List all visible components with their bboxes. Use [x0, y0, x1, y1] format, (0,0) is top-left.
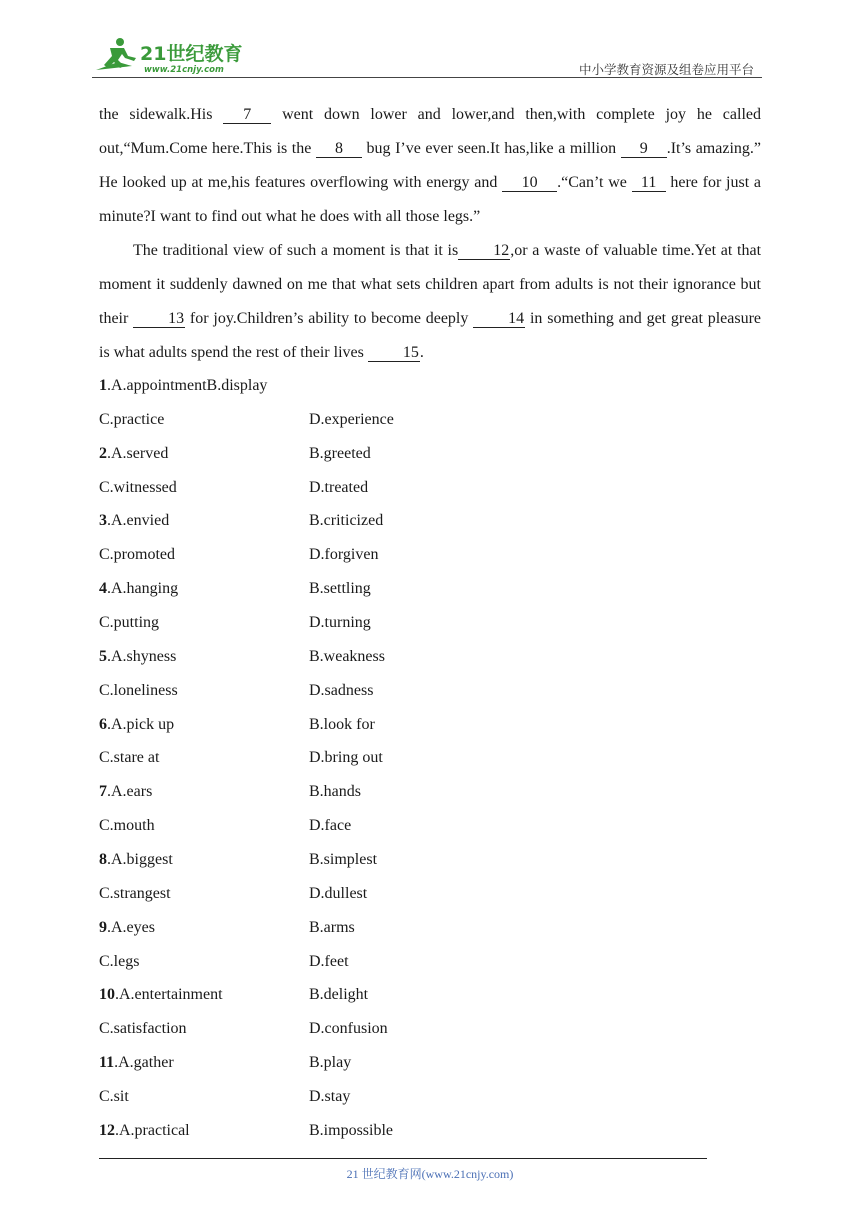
passage-text: here for just a minute?I want to find out what he does with all those legs.” — [99, 174, 762, 225]
option-right: B.impossible — [309, 1121, 394, 1139]
option-right: D.face — [309, 817, 352, 835]
blank-15: 15 — [368, 344, 420, 362]
option-text: C.witnessed — [99, 478, 177, 496]
option-right: D.dullest — [309, 884, 368, 902]
option-text: C.putting — [99, 614, 160, 632]
option-row — [99, 674, 699, 708]
option-text: .A.ears — [107, 783, 153, 801]
option-text: .A.envied — [107, 512, 170, 530]
option-left — [99, 877, 171, 911]
option-row — [99, 843, 699, 877]
option-right: B.weakness — [309, 647, 385, 665]
passage-text: . — [419, 344, 424, 361]
passage-text: for joy.Children’s ability to become deeply — [185, 310, 474, 327]
option-row — [99, 1080, 699, 1114]
option-left — [99, 674, 178, 708]
question-number: 5 — [99, 647, 107, 665]
option-text: C.satisfaction — [99, 1020, 187, 1038]
option-text: C.sit — [99, 1088, 129, 1106]
blank-13: 13 — [133, 310, 185, 328]
option-left — [99, 708, 174, 742]
option-row — [99, 978, 699, 1012]
passage-text: ,or a waste of valuable time.Yet at that moment it suddenly dawned on me that what sets children apart from adults is not their ignorance but their — [99, 242, 762, 327]
option-text: .A.practical — [115, 1121, 190, 1139]
option-text: .A.entertainment — [115, 986, 223, 1004]
question-number: 7 — [99, 783, 107, 801]
option-left — [99, 1012, 187, 1046]
question-number: 9 — [99, 918, 107, 936]
option-row — [99, 538, 699, 572]
option-left — [99, 437, 168, 471]
option-right: B.delight — [309, 986, 369, 1004]
question-number: 6 — [99, 715, 107, 733]
option-row — [99, 1114, 699, 1148]
option-row — [99, 775, 699, 809]
page-header — [0, 0, 860, 80]
option-text: C.legs — [99, 952, 140, 970]
blank-8: 8 — [316, 140, 362, 158]
blank-10: 10 — [502, 174, 557, 192]
passage-text: went down lower and lower,and then,with complete joy he called out,“Mum.Come here.This is the — [99, 106, 761, 157]
option-right: D.experience — [309, 410, 394, 428]
option-row — [99, 741, 699, 775]
option-row — [99, 708, 699, 742]
option-left — [99, 471, 177, 505]
option-left — [99, 741, 159, 775]
blank-12: 12 — [458, 242, 510, 260]
option-right: D.sadness — [309, 681, 374, 699]
option-left — [99, 809, 155, 843]
option-left — [99, 369, 267, 403]
option-row — [99, 1046, 699, 1080]
footer-text: 21 世纪教育网(www.21cnjy.com) — [346, 1167, 514, 1181]
passage-text: The traditional view of such a moment is that it is — [133, 242, 459, 259]
option-row — [99, 606, 699, 640]
option-text: C.promoted — [99, 546, 175, 564]
option-right: B.hands — [309, 783, 361, 801]
option-row — [99, 1012, 699, 1046]
option-left — [99, 978, 223, 1012]
option-text: C.mouth — [99, 817, 155, 835]
option-row — [99, 437, 699, 471]
option-row — [99, 877, 699, 911]
passage-text: .“Can’t we — [557, 174, 632, 191]
option-right: B.settling — [309, 580, 371, 598]
blank-11: 11 — [632, 174, 666, 192]
option-row — [99, 572, 699, 606]
option-row — [99, 945, 699, 979]
option-right: D.stay — [309, 1088, 351, 1106]
option-text: C.loneliness — [99, 681, 178, 699]
blank-14: 14 — [473, 310, 525, 328]
passage-text: in something and get great pleasure is what adults spend the rest of their lives — [99, 310, 761, 361]
logo-text: 21世纪教育 — [140, 43, 243, 65]
logo-url: www.21cnjy.com — [144, 65, 224, 75]
option-left — [99, 843, 173, 877]
footer-divider — [99, 1158, 707, 1159]
option-text: C.stare at — [99, 749, 160, 767]
option-text: .A.hanging — [107, 580, 179, 598]
site-logo — [92, 36, 262, 78]
header-platform-text: 中小学教育资源及组卷应用平台 — [578, 62, 754, 77]
option-right: D.feet — [309, 952, 349, 970]
question-number: 4 — [99, 580, 107, 598]
question-number: 10 — [99, 986, 115, 1004]
option-text: C.practice — [99, 410, 165, 428]
option-right: D.turning — [309, 614, 371, 632]
option-row — [99, 471, 699, 505]
option-text: .A.served — [107, 444, 169, 462]
question-number: 12 — [99, 1121, 115, 1139]
answer-options — [99, 369, 699, 1148]
option-row — [99, 504, 699, 538]
option-right: B.play — [309, 1054, 352, 1072]
option-right: D.treated — [309, 478, 369, 496]
passage-paragraph-2 — [99, 234, 761, 370]
option-left — [99, 1046, 174, 1080]
option-left — [99, 1080, 129, 1114]
option-text: C.strangest — [99, 884, 171, 902]
question-number: 2 — [99, 444, 107, 462]
option-left — [99, 640, 176, 674]
option-right: D.bring out — [309, 749, 383, 767]
option-row — [99, 809, 699, 843]
option-right: B.criticized — [309, 512, 384, 530]
blank-7: 7 — [223, 106, 271, 124]
option-right: B.greeted — [309, 444, 371, 462]
option-row — [99, 403, 699, 437]
option-right: D.confusion — [309, 1020, 388, 1038]
option-row — [99, 369, 699, 403]
passage — [99, 98, 761, 370]
question-number: 1 — [99, 377, 107, 394]
option-text: .A.gather — [114, 1054, 174, 1072]
option-text: .A.appointmentB.display — [107, 377, 268, 394]
passage-text: the sidewalk.His — [99, 106, 224, 123]
question-number: 8 — [99, 851, 107, 869]
option-left — [99, 945, 139, 979]
option-left — [99, 1114, 190, 1148]
option-left — [99, 538, 175, 572]
option-right: B.look for — [309, 715, 375, 733]
option-left — [99, 606, 159, 640]
passage-text: bug I’ve ever seen.It has,like a million — [361, 140, 621, 157]
blank-9: 9 — [621, 140, 667, 158]
option-left — [99, 911, 155, 945]
option-text: .A.shyness — [107, 647, 177, 665]
option-row — [99, 911, 699, 945]
option-row — [99, 640, 699, 674]
header-divider — [92, 77, 762, 78]
option-right: B.arms — [309, 918, 355, 936]
option-right: D.forgiven — [309, 546, 379, 564]
option-right: B.simplest — [309, 851, 378, 869]
option-left — [99, 403, 164, 437]
question-number: 3 — [99, 512, 107, 530]
question-number: 11 — [99, 1054, 115, 1072]
option-left — [99, 572, 178, 606]
option-text: .A.pick up — [107, 715, 175, 733]
passage-paragraph-1 — [99, 98, 761, 234]
passage-text: .It’s amazing.” He looked up at me,his features overflowing with energy and — [99, 140, 762, 191]
option-text: .A.eyes — [107, 918, 155, 936]
option-text: .A.biggest — [107, 851, 173, 869]
option-left — [99, 504, 169, 538]
option-left — [99, 775, 152, 809]
